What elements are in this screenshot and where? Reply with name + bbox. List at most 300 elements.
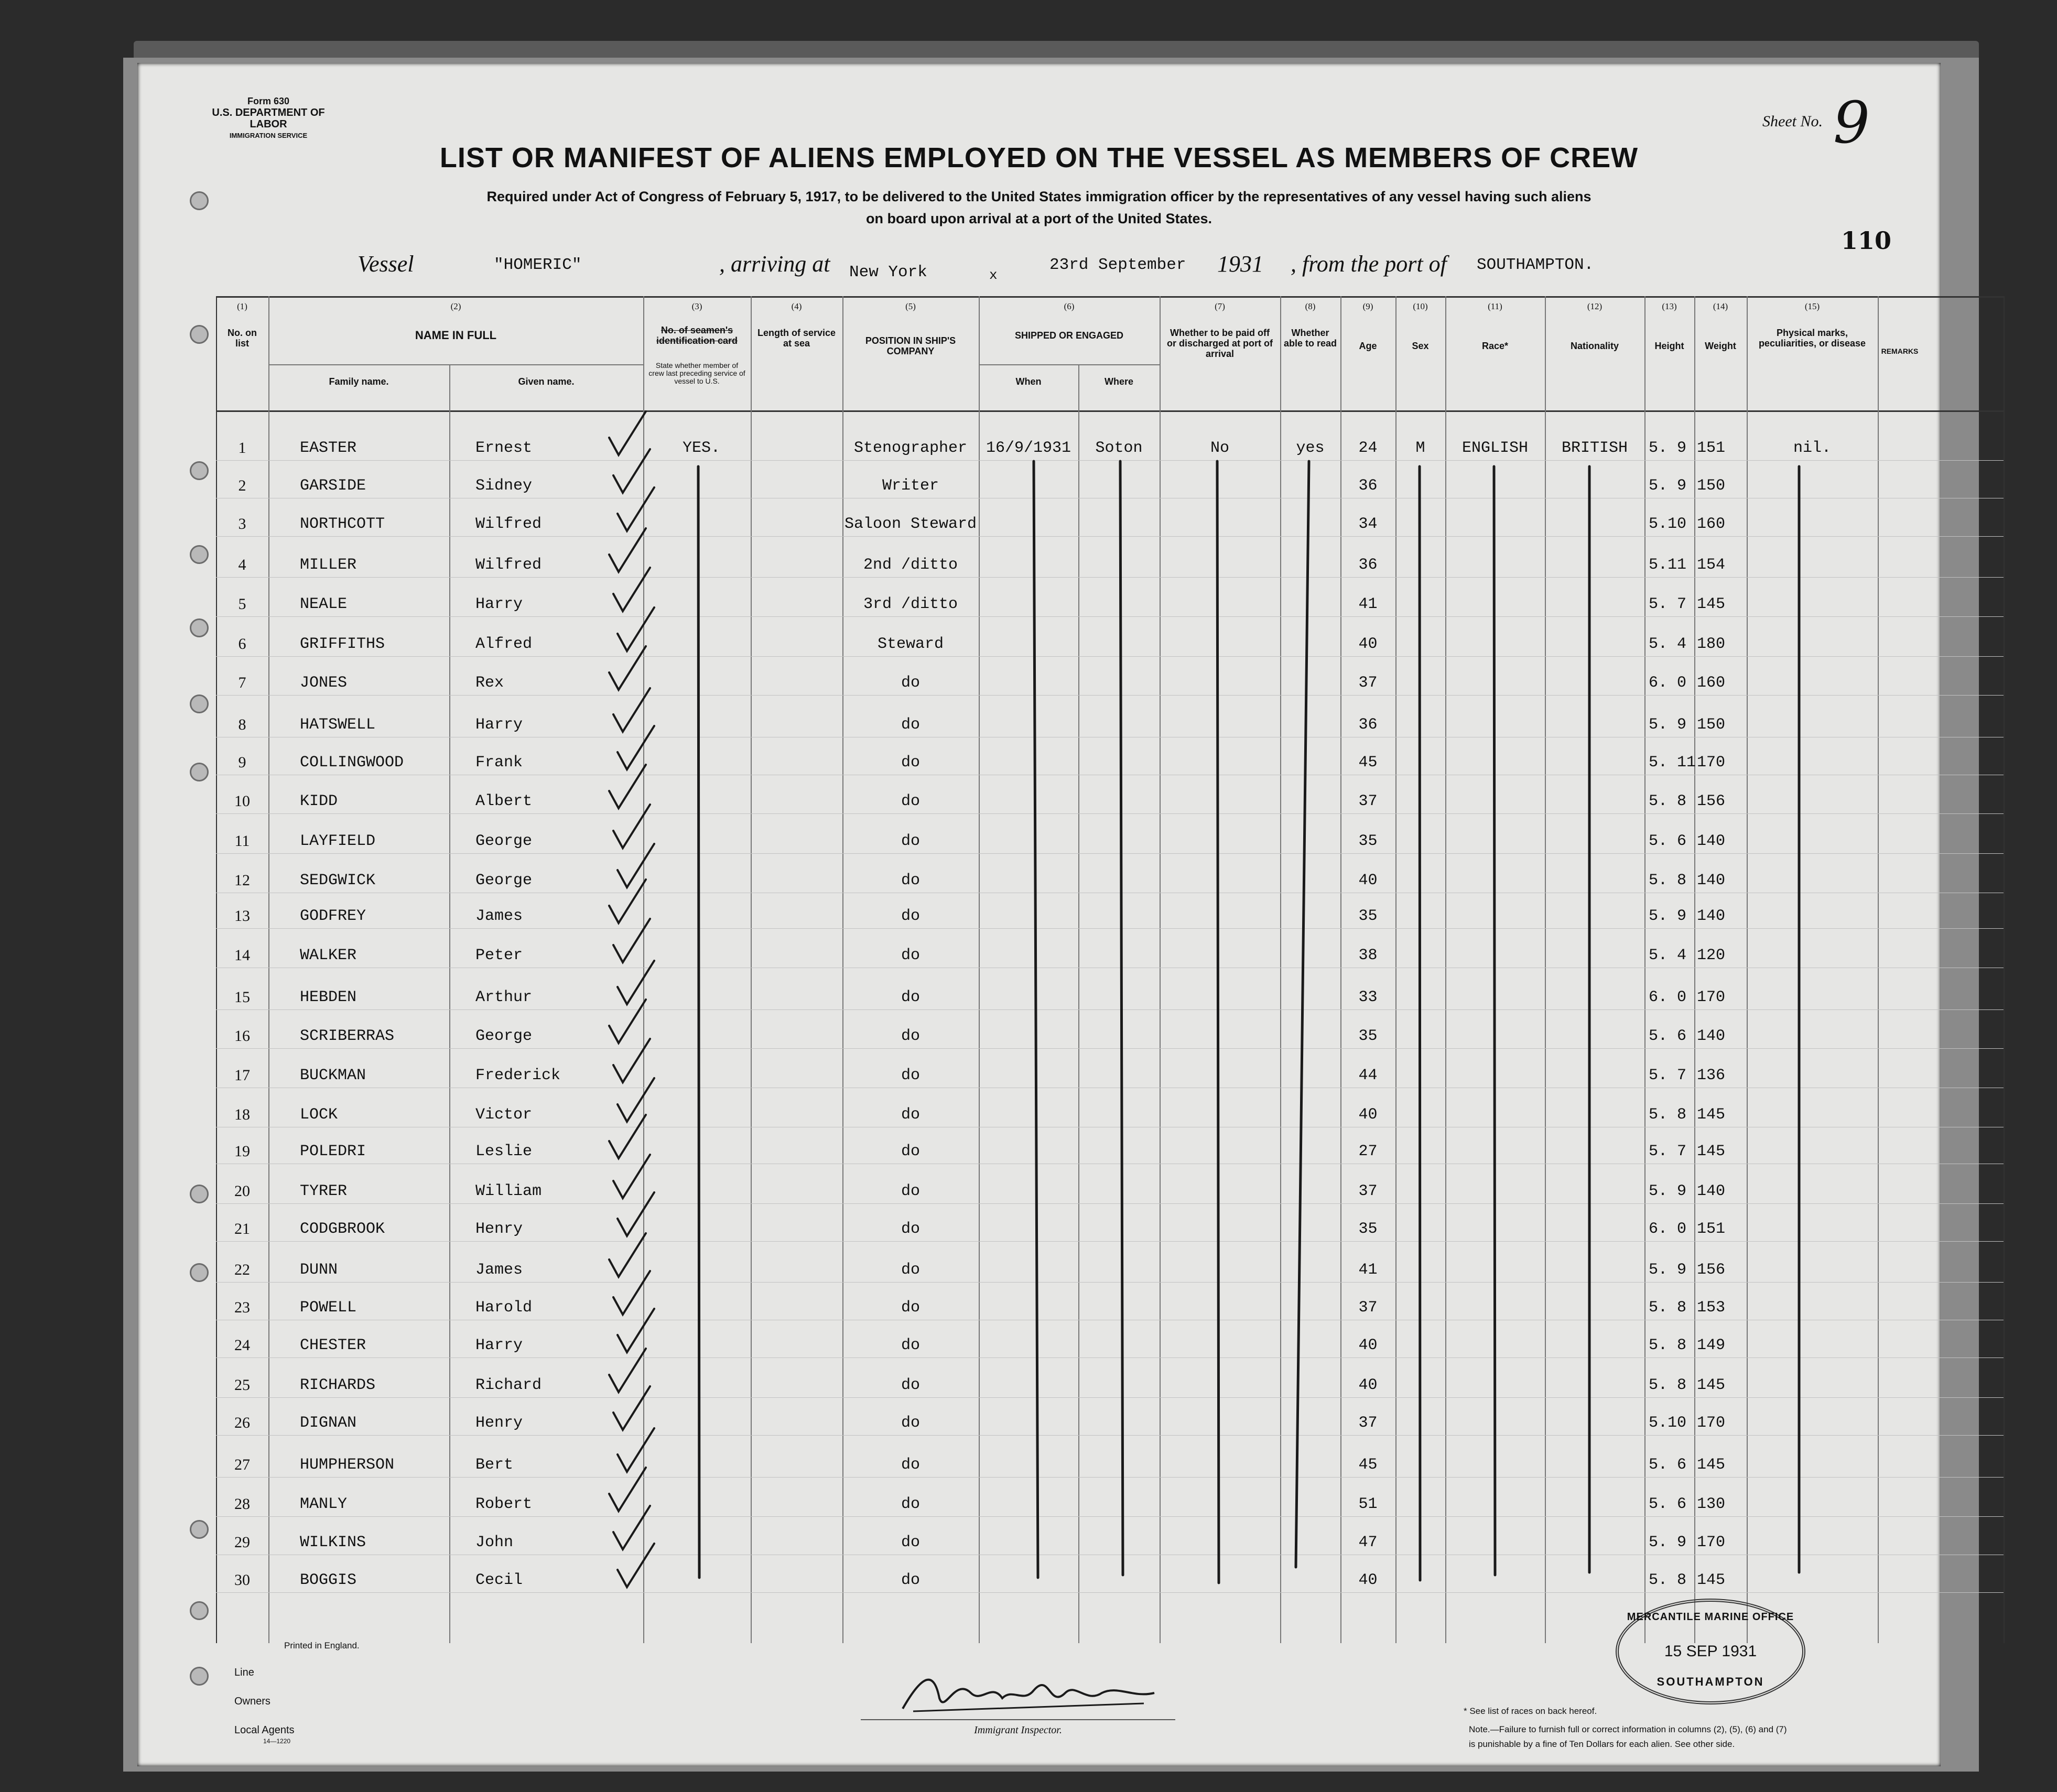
row-number: 5 xyxy=(238,595,246,613)
paid-off: No xyxy=(1210,439,1229,457)
arrival-year: 1931 xyxy=(1217,251,1263,277)
header-no-on-list: No. on list xyxy=(228,328,257,349)
check-mark xyxy=(613,919,650,962)
given-name: Robert xyxy=(475,1495,533,1513)
family-name: DUNN xyxy=(300,1261,338,1279)
column-number: (8) xyxy=(1305,301,1316,311)
height: 5. 11 xyxy=(1649,754,1696,772)
given-name: William xyxy=(475,1182,542,1200)
position: do xyxy=(901,1299,920,1317)
position: do xyxy=(901,907,920,925)
family-name: POWELL xyxy=(300,1299,357,1317)
weight: 151 xyxy=(1697,439,1726,457)
given-name: Ernest xyxy=(475,439,533,457)
header-able-to-read: Whether able to read xyxy=(1283,328,1337,349)
prior-service: YES. xyxy=(683,439,721,457)
age: 41 xyxy=(1358,1261,1378,1279)
given-name: George xyxy=(475,1027,533,1045)
stamp-bottom-text: SOUTHAMPTON xyxy=(1657,1675,1764,1688)
check-mark xyxy=(609,411,646,455)
position: do xyxy=(901,1414,920,1432)
given-name: Sidney xyxy=(475,477,533,495)
height: 5.10 xyxy=(1649,1414,1687,1432)
row-number: 10 xyxy=(234,792,250,810)
note-penalty-2: is punishable by a fine of Ten Dollars for each alien. See other side. xyxy=(1469,1739,1735,1749)
given-name: Henry xyxy=(475,1414,523,1432)
age: 37 xyxy=(1358,1414,1378,1432)
given-name: Rex xyxy=(475,674,504,692)
row-number: 15 xyxy=(234,989,250,1006)
position: do xyxy=(901,1495,920,1513)
age: 37 xyxy=(1358,674,1378,692)
age: 35 xyxy=(1358,1027,1378,1045)
weight: 160 xyxy=(1697,674,1726,692)
family-name: SCRIBERRAS xyxy=(300,1027,395,1045)
height: 6. 0 xyxy=(1649,674,1687,692)
weight: 160 xyxy=(1697,515,1726,533)
vessel-label: Vessel xyxy=(358,251,414,277)
row-number: 22 xyxy=(234,1261,250,1278)
row-number: 29 xyxy=(234,1534,250,1551)
height: 5. 8 xyxy=(1649,1376,1687,1394)
family-name: BUCKMAN xyxy=(300,1067,366,1084)
header-family-name: Family name. xyxy=(329,376,389,387)
weight: 153 xyxy=(1697,1299,1726,1317)
family-name: HATSWELL xyxy=(300,716,376,734)
subtitle-line-1: Required under Act of Congress of February 5, 1917, to be delivered to the United States immigration officer by the representatives of any vessel having such aliens xyxy=(486,189,1592,204)
age: 37 xyxy=(1358,1299,1378,1317)
header-nationality: Nationality xyxy=(1570,341,1619,351)
position: do xyxy=(901,1182,920,1200)
column-number: (5) xyxy=(905,301,916,311)
height: 5. 9 xyxy=(1649,907,1687,925)
family-name: LAYFIELD xyxy=(300,832,376,850)
age: 47 xyxy=(1358,1534,1378,1551)
check-mark xyxy=(618,1078,654,1122)
weight: 154 xyxy=(1697,556,1726,574)
family-name: GODFREY xyxy=(300,907,366,925)
family-name: BOGGIS xyxy=(300,1571,357,1589)
position: do xyxy=(901,1571,920,1589)
height: 5. 8 xyxy=(1649,1571,1687,1589)
age: 40 xyxy=(1358,1337,1378,1354)
weight: 150 xyxy=(1697,477,1726,495)
age: 36 xyxy=(1358,716,1378,734)
family-name: JONES xyxy=(300,674,348,692)
given-name: Leslie xyxy=(475,1143,533,1160)
check-mark xyxy=(618,607,654,651)
age: 40 xyxy=(1358,1106,1378,1124)
office-stamp xyxy=(1616,1599,1805,1704)
age: 51 xyxy=(1358,1495,1378,1513)
header-height: Height xyxy=(1654,341,1684,351)
page-number: 110 xyxy=(1841,226,1892,255)
family-name: EASTER xyxy=(300,439,357,457)
position: do xyxy=(901,1456,920,1474)
height: 5. 6 xyxy=(1649,1027,1687,1045)
row-number: 28 xyxy=(234,1495,250,1513)
age: 36 xyxy=(1358,477,1378,495)
column-number: (13) xyxy=(1662,301,1677,311)
family-name: NEALE xyxy=(300,595,348,613)
family-name: KIDD xyxy=(300,792,338,810)
position: do xyxy=(901,832,920,850)
sheet-no-label: Sheet No. xyxy=(1762,113,1823,130)
height: 5. 6 xyxy=(1649,1495,1687,1513)
weight: 149 xyxy=(1697,1337,1726,1354)
footer-owners-label: Owners xyxy=(234,1696,270,1707)
age: 40 xyxy=(1358,872,1378,889)
column-number: (12) xyxy=(1587,301,1603,311)
row-number: 13 xyxy=(234,907,250,925)
race: ENGLISH xyxy=(1461,439,1529,457)
age: 44 xyxy=(1358,1067,1378,1084)
family-name: DIGNAN xyxy=(300,1414,357,1432)
inspector-signature xyxy=(892,1661,1165,1719)
row-number: 20 xyxy=(234,1182,250,1200)
header-length-of-service: Length of service at sea xyxy=(757,328,836,349)
age: 35 xyxy=(1358,907,1378,925)
family-name: LOCK xyxy=(300,1106,338,1124)
height: 6. 0 xyxy=(1649,1220,1687,1238)
position: do xyxy=(901,1376,920,1394)
header-shipped-engaged: SHIPPED OR ENGAGED xyxy=(1014,330,1124,341)
age: 40 xyxy=(1358,1571,1378,1589)
header-weight: Weight xyxy=(1705,341,1736,351)
ditto-strokes xyxy=(698,461,1799,1583)
weight: 120 xyxy=(1697,947,1726,964)
height: 5.10 xyxy=(1649,515,1687,533)
engaged-where: Soton xyxy=(1095,439,1143,457)
height: 5. 8 xyxy=(1649,1299,1687,1317)
age: 36 xyxy=(1358,556,1378,574)
family-name: MANLY xyxy=(300,1495,348,1513)
column-number: (2) xyxy=(450,301,461,311)
physical-marks: nil. xyxy=(1793,439,1831,457)
weight: 170 xyxy=(1697,1534,1726,1551)
age: 41 xyxy=(1358,595,1378,613)
column-number: (10) xyxy=(1413,301,1428,311)
family-name: HEBDEN xyxy=(300,989,357,1006)
height: 6. 0 xyxy=(1649,989,1687,1006)
engaged-when: 16/9/1931 xyxy=(986,439,1071,457)
age: 40 xyxy=(1358,635,1378,653)
sheet-number: 9 xyxy=(1833,89,1870,156)
height: 5. 4 xyxy=(1649,947,1687,964)
weight: 136 xyxy=(1697,1067,1726,1084)
nationality: BRITISH xyxy=(1561,439,1628,457)
given-name: Harry xyxy=(475,716,523,734)
arriving-label: , arriving at xyxy=(719,251,830,277)
position: do xyxy=(901,989,920,1006)
family-name: GRIFFITHS xyxy=(300,635,385,653)
family-name: SEDGWICK xyxy=(300,872,376,889)
vessel-name: "HOMERIC" xyxy=(494,256,582,274)
stamp-top-text: MERCANTILE MARINE OFFICE xyxy=(1627,1611,1794,1623)
family-name: CHESTER xyxy=(300,1337,366,1354)
weight: 151 xyxy=(1697,1220,1726,1238)
check-mark xyxy=(609,765,646,808)
given-name: James xyxy=(475,1261,523,1279)
position: do xyxy=(901,1534,920,1551)
weight: 140 xyxy=(1697,1027,1726,1045)
row-number: 12 xyxy=(234,872,250,889)
position: do xyxy=(901,1220,920,1238)
service-name: IMMIGRATION SERVICE xyxy=(229,132,308,139)
height: 5. 8 xyxy=(1649,792,1687,810)
position: Stenographer xyxy=(853,439,968,457)
family-name: POLEDRI xyxy=(300,1143,366,1160)
header-name-in-full: NAME IN FULL xyxy=(415,329,497,342)
weight: 156 xyxy=(1697,792,1726,810)
header-position: POSITION IN SHIP'S COMPANY xyxy=(865,335,956,356)
check-mark xyxy=(613,568,650,611)
given-name: Richard xyxy=(475,1376,542,1394)
position: 3rd /ditto xyxy=(863,595,958,613)
weight: 140 xyxy=(1697,907,1726,925)
family-name: GARSIDE xyxy=(300,477,366,495)
given-name: Harold xyxy=(475,1299,533,1317)
note-penalty-1: Note.—Failure to furnish full or correct information in columns (2), (5), (6) and (7) xyxy=(1469,1724,1787,1734)
printed-in: Printed in England. xyxy=(284,1641,360,1650)
row-number: 16 xyxy=(234,1027,250,1045)
weight: 145 xyxy=(1697,1143,1726,1160)
row-number: 7 xyxy=(238,674,246,691)
given-name: Frederick xyxy=(475,1067,561,1084)
position: do xyxy=(901,1337,920,1354)
age: 24 xyxy=(1358,439,1378,457)
row-number: 9 xyxy=(238,754,246,771)
height: 5. 8 xyxy=(1649,872,1687,889)
family-name: CODGBROOK xyxy=(300,1220,385,1238)
row-number: 2 xyxy=(238,477,246,494)
header-paid-off: Whether to be paid off or discharged at port of arrival xyxy=(1166,328,1273,359)
weight: 170 xyxy=(1697,1414,1726,1432)
row-number: 4 xyxy=(238,556,246,573)
position: do xyxy=(901,754,920,772)
age: 40 xyxy=(1358,1376,1378,1394)
check-mark xyxy=(613,805,650,848)
check-mark xyxy=(618,1428,654,1472)
age: 33 xyxy=(1358,989,1378,1006)
row-number: 11 xyxy=(234,832,250,850)
given-name: Alfred xyxy=(475,635,533,653)
family-name: RICHARDS xyxy=(300,1376,376,1394)
given-name: Henry xyxy=(475,1220,523,1238)
check-mark xyxy=(618,844,654,887)
header-last-service: State whether member of crew last preceding service of vessel to U.S. xyxy=(648,361,745,385)
check-mark xyxy=(613,1039,650,1082)
row-number: 27 xyxy=(234,1456,250,1473)
weight: 140 xyxy=(1697,1182,1726,1200)
given-name: Frank xyxy=(475,754,523,772)
height: 5. 7 xyxy=(1649,1143,1687,1160)
form-number: Form 630 xyxy=(247,96,290,106)
height: 5. 9 xyxy=(1649,1182,1687,1200)
position: do xyxy=(901,1143,920,1160)
signature-rule xyxy=(861,1719,1175,1720)
age: 37 xyxy=(1358,1182,1378,1200)
height: 5. 7 xyxy=(1649,595,1687,613)
height: 5. 9 xyxy=(1649,1534,1687,1551)
height: 5. 6 xyxy=(1649,1456,1687,1474)
position: Saloon Steward xyxy=(844,515,977,533)
check-mark xyxy=(613,1155,650,1198)
height: 5. 8 xyxy=(1649,1337,1687,1354)
row-number: 24 xyxy=(234,1337,250,1354)
position: do xyxy=(901,872,920,889)
arrival-date: 23rd September xyxy=(1049,256,1186,274)
arrival-mark: x xyxy=(989,267,998,283)
family-name: WALKER xyxy=(300,947,357,964)
age: 45 xyxy=(1358,1456,1378,1474)
age: 35 xyxy=(1358,1220,1378,1238)
column-number: (6) xyxy=(1064,301,1075,311)
weight: 145 xyxy=(1697,1571,1726,1589)
check-mark xyxy=(609,646,646,690)
row-number: 26 xyxy=(234,1414,250,1431)
given-name: Wilfred xyxy=(475,515,542,533)
given-name: Cecil xyxy=(475,1571,523,1589)
family-name: MILLER xyxy=(300,556,357,574)
footer-agents-code: 14—1220 xyxy=(263,1737,291,1745)
weight: 170 xyxy=(1697,754,1726,772)
family-name: TYRER xyxy=(300,1182,348,1200)
row-number: 25 xyxy=(234,1376,250,1394)
age: 34 xyxy=(1358,515,1378,533)
given-name: James xyxy=(475,907,523,925)
arrival-port: New York xyxy=(849,263,927,281)
family-name: WILKINS xyxy=(300,1534,366,1551)
weight: 140 xyxy=(1697,872,1726,889)
check-mark xyxy=(609,1000,646,1043)
footer-agents-label: Local Agents xyxy=(234,1724,295,1736)
age: 35 xyxy=(1358,832,1378,850)
column-number: (15) xyxy=(1804,301,1820,311)
inspector-caption: Immigrant Inspector. xyxy=(974,1724,1062,1736)
given-name: Harry xyxy=(475,595,523,613)
weight: 180 xyxy=(1697,635,1726,653)
header-when: When xyxy=(1015,376,1042,387)
age: 27 xyxy=(1358,1143,1378,1160)
row-number: 21 xyxy=(234,1220,250,1237)
header-remarks: REMARKS xyxy=(1881,347,1919,355)
check-mark xyxy=(618,961,654,1004)
column-number: (4) xyxy=(791,301,802,311)
department-name: U.S. DEPARTMENT OF LABOR xyxy=(212,107,325,130)
departure-port: SOUTHAMPTON. xyxy=(1477,256,1594,274)
row-number: 1 xyxy=(238,439,246,457)
given-name: George xyxy=(475,872,533,889)
given-name: Arthur xyxy=(475,989,533,1006)
position: do xyxy=(901,1106,920,1124)
row-number: 23 xyxy=(234,1299,250,1316)
row-number: 18 xyxy=(234,1106,250,1123)
given-name: Bert xyxy=(475,1456,514,1474)
column-number: (14) xyxy=(1713,301,1728,311)
height: 5. 9 xyxy=(1649,477,1687,495)
height: 5. 9 xyxy=(1649,1261,1687,1279)
check-mark xyxy=(609,1233,646,1277)
able-to-read: yes xyxy=(1296,439,1325,457)
row-number: 30 xyxy=(234,1571,250,1589)
height: 5. 6 xyxy=(1649,832,1687,850)
col-rule xyxy=(2004,296,2005,1643)
age: 38 xyxy=(1358,947,1378,964)
weight: 156 xyxy=(1697,1261,1726,1279)
column-number: (1) xyxy=(237,301,247,311)
header-physical-marks: Physical marks, peculiarities, or disease xyxy=(1758,328,1866,349)
height: 5.11 xyxy=(1649,556,1687,574)
check-mark xyxy=(609,1349,646,1392)
manifest-sheet xyxy=(137,63,1941,1766)
given-name: George xyxy=(475,832,533,850)
position: do xyxy=(901,947,920,964)
check-mark xyxy=(609,528,646,572)
stamp-date: 15 SEP 1931 xyxy=(1664,1643,1757,1660)
family-name: COLLINGWOOD xyxy=(300,754,404,772)
position: do xyxy=(901,716,920,734)
column-number: (3) xyxy=(691,301,702,311)
weight: 145 xyxy=(1697,595,1726,613)
header-where: Where xyxy=(1104,376,1133,387)
height: 5. 8 xyxy=(1649,1106,1687,1124)
row-number: 6 xyxy=(238,635,246,653)
given-name: Peter xyxy=(475,947,523,964)
age: 37 xyxy=(1358,792,1378,810)
position: do xyxy=(901,792,920,810)
row-number: 17 xyxy=(234,1067,250,1084)
height: 5. 9 xyxy=(1649,716,1687,734)
weight: 140 xyxy=(1697,832,1726,850)
header-age: Age xyxy=(1359,341,1377,351)
subtitle-line-2: on board upon arrival at a port of the United States. xyxy=(865,211,1212,226)
position: do xyxy=(901,1261,920,1279)
header-identification-card: No. of seamen's identification card xyxy=(656,325,738,346)
check-mark xyxy=(613,688,650,732)
from-port-label: , from the port of xyxy=(1291,251,1447,277)
handwritten-marks xyxy=(137,63,1941,1766)
footer-line-label: Line xyxy=(234,1667,254,1678)
weight: 170 xyxy=(1697,989,1726,1006)
header-race: Race* xyxy=(1481,341,1509,351)
position: 2nd /ditto xyxy=(863,556,958,574)
height: 5. 7 xyxy=(1649,1067,1687,1084)
weight: 145 xyxy=(1697,1376,1726,1394)
position: do xyxy=(901,1027,920,1045)
weight: 145 xyxy=(1697,1456,1726,1474)
sex: M xyxy=(1415,439,1425,457)
column-number: (9) xyxy=(1362,301,1373,311)
weight: 150 xyxy=(1697,716,1726,734)
position: Steward xyxy=(877,635,944,653)
header-sex: Sex xyxy=(1412,341,1429,351)
check-mark xyxy=(609,1468,646,1511)
page-title: LIST OR MANIFEST OF ALIENS EMPLOYED ON THE VESSEL AS MEMBERS OF CREW xyxy=(439,142,1639,173)
age: 45 xyxy=(1358,754,1378,772)
position: do xyxy=(901,1067,920,1084)
row-number: 19 xyxy=(234,1143,250,1160)
position: do xyxy=(901,674,920,692)
column-number: (11) xyxy=(1488,301,1502,311)
row-number: 3 xyxy=(238,515,246,533)
given-name: Harry xyxy=(475,1337,523,1354)
given-name: Victor xyxy=(475,1106,533,1124)
position: Writer xyxy=(882,477,939,495)
family-name: NORTHCOTT xyxy=(300,515,385,533)
weight: 130 xyxy=(1697,1495,1726,1513)
weight: 145 xyxy=(1697,1106,1726,1124)
